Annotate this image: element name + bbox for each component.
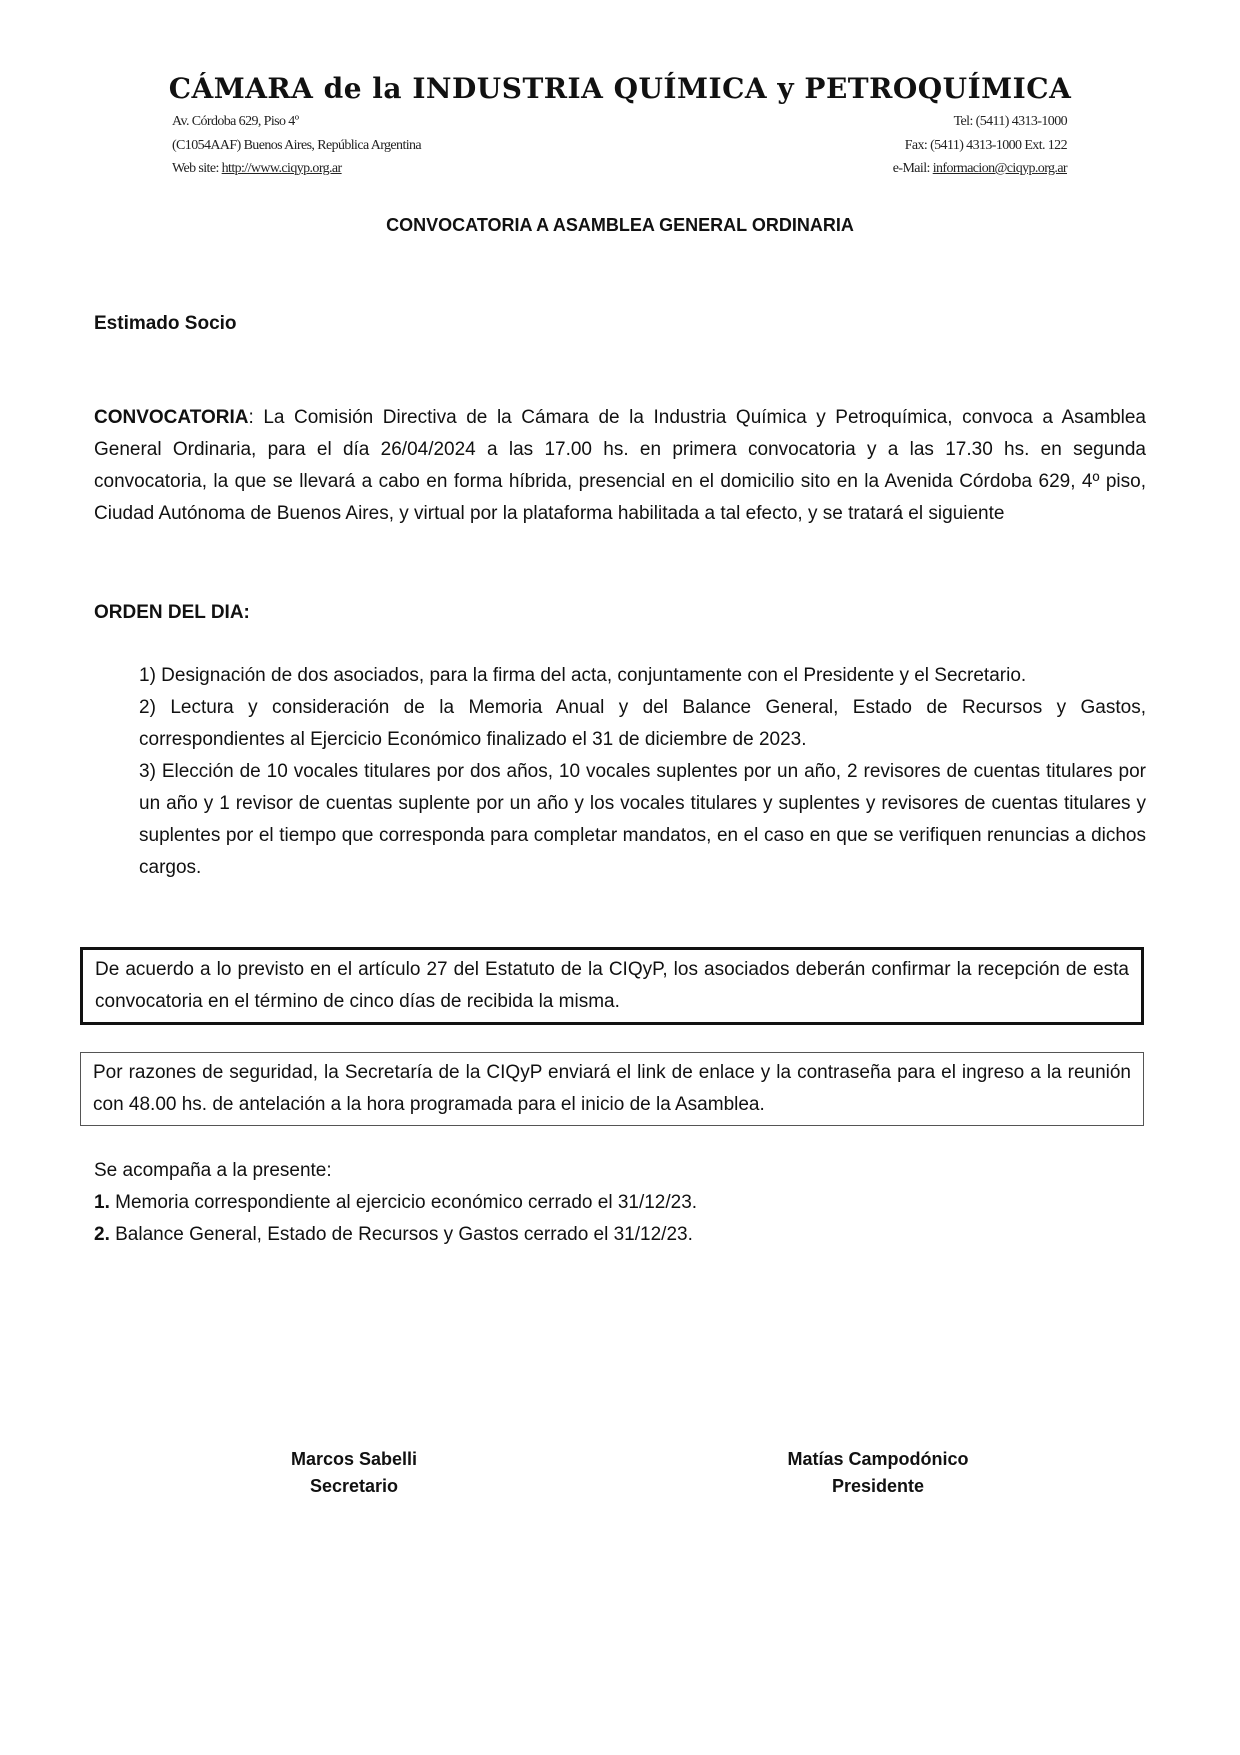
- signer-role: Presidente: [831, 1476, 925, 1496]
- website-link[interactable]: http://www.ciqyp.org.ar: [221, 161, 342, 176]
- address-line-2: (C1054AAF) Buenos Aires, República Argentina: [172, 137, 422, 153]
- security-notice: Por razones de seguridad, la Secretaría de la CIQyP enviará el link de enlace y la contraseña para el ingreso a la reunión con 48.00 hs. de antelación a la hora programada para el inicio de la Asamblea.: [80, 1052, 1144, 1126]
- contact-row-3: [172, 157, 1067, 181]
- greeting: Estimado Socio: [94, 313, 237, 334]
- attachment-text: Memoria correspondiente al ejercicio económico cerrado el 31/12/23.: [109, 1192, 698, 1213]
- signer-name: Marcos Sabelli: [290, 1449, 418, 1469]
- document-heading: CONVOCATORIA A ASAMBLEA GENERAL ORDINARIA: [386, 215, 854, 235]
- agenda-item: 1) Designación de dos asociados, para la firma del acta, conjuntamente con el Presidente y el Secretario.: [139, 665, 1027, 686]
- email-label: e-Mail:: [892, 161, 933, 176]
- fax: Fax: (5411) 4313-1000 Ext. 122: [904, 137, 1067, 153]
- organization-title: CÁMARA de la INDUSTRIA QUÍMICA y PETROQUÍMICA: [168, 72, 1072, 105]
- attachment-text: Balance General, Estado de Recursos y Gastos cerrado el 31/12/23.: [109, 1224, 693, 1245]
- convocatoria-text: : La Comisión Directiva de la Cámara de la Industria Química y Petroquímica, convoca a Asamblea General Ordinaria, para el día 26/04/2024 a las 17.00 hs. en primera convocatoria y a las 17.30 hs. en segunda convocatoria, la que se llevará a cabo en forma híbrida, presencial en el domicilio sito en la Avenida Córdoba 629, 4º piso, Ciudad Autónoma de Buenos Aires, y virtual por la plataforma habilitada a tal efecto, y se tratará el siguiente: [94, 407, 1146, 524]
- agenda-title: ORDEN DEL DIA:: [94, 602, 250, 623]
- letterhead-contact: [172, 110, 1067, 181]
- attachment-number: 2.: [94, 1224, 110, 1245]
- address-line-1: Av. Córdoba 629, Piso 4º: [172, 114, 299, 129]
- convocatoria-paragraph: [94, 402, 1146, 530]
- convocatoria-lead: CONVOCATORIA: [94, 407, 249, 428]
- attachments-intro: Se acompaña a la presente:: [94, 1160, 332, 1181]
- website-label: Web site:: [172, 161, 222, 176]
- email: [893, 157, 1067, 181]
- website: [172, 157, 342, 181]
- confirmation-notice: De acuerdo a lo previsto en el artículo 27 del Estatuto de la CIQyP, los asociados deberán confirmar la recepción de esta convocatoria en el término de cinco días de recibida la misma.: [80, 947, 1144, 1025]
- agenda-list: [139, 660, 1146, 884]
- contact-row-2: [172, 134, 1067, 158]
- attachment-item: [94, 1187, 1146, 1219]
- telephone: Tel: (5411) 4313-1000: [953, 114, 1067, 129]
- attachment-number: 1.: [94, 1192, 110, 1213]
- contact-row-1: [172, 110, 1067, 134]
- signature-president: [728, 1446, 1028, 1500]
- signer-role: Secretario: [309, 1476, 399, 1496]
- email-link[interactable]: informacion@ciqyp.org.ar: [932, 161, 1067, 176]
- attachment-item: [94, 1219, 1146, 1251]
- attachments-section: [94, 1155, 1146, 1251]
- agenda-item: 3) Elección de 10 vocales titulares por dos años, 10 vocales suplentes por un año, 2 revisores de cuentas titulares por un año y 1 revisor de cuentas suplente por un año y los vocales titulares y suplentes y revisores de cuentas titulares y suplentes por el tiempo que corresponda para completar mandatos, en el caso en que se verifiquen renuncias a dichos cargos.: [139, 761, 1146, 878]
- signature-secretary: [204, 1446, 504, 1500]
- signer-name: Matías Campodónico: [787, 1449, 969, 1469]
- agenda-item: 2) Lectura y consideración de la Memoria Anual y del Balance General, Estado de Recursos y Gastos, correspondientes al Ejercicio Económico finalizado el 31 de diciembre de 2023.: [139, 697, 1146, 750]
